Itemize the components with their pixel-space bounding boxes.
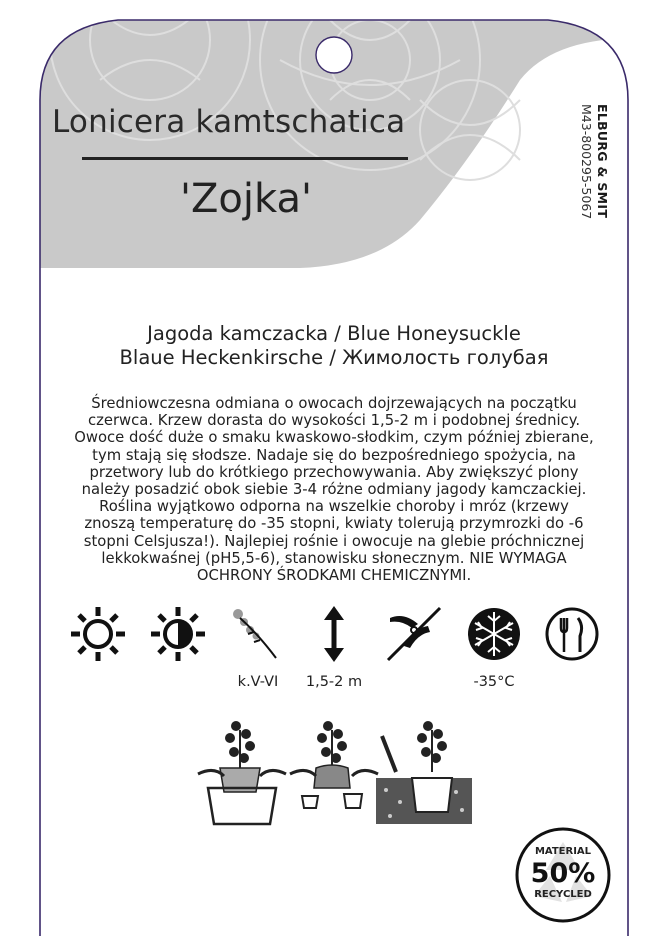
hardiness-label: -35°C <box>473 674 515 690</box>
no-pruning-icon <box>384 604 444 664</box>
height-label: 1,5-2 m <box>305 674 363 690</box>
frost-hardy-icon <box>464 604 524 664</box>
description-line: przetwory lub do krótkiego przechowywania. Aby zwiększyć plony <box>89 463 579 481</box>
flowering-time-icon <box>228 604 288 664</box>
title-divider <box>82 157 408 160</box>
brand-block <box>579 104 612 244</box>
planting-step-1-icon <box>194 712 290 830</box>
description-line: Średniowczesna odmiana o owocach dojrzewających na początku <box>91 395 577 412</box>
planting-step-2-icon <box>286 712 382 830</box>
cultivar-name: 'Zojka' <box>180 176 312 222</box>
description-line: Owoce dość duże o smaku kwaskowo-słodkim, czym później zbierane, <box>74 429 594 447</box>
product-code: M43-800295-5067 <box>579 104 594 220</box>
flowering-time-label: k.V-VI <box>237 674 279 690</box>
description-line: tym stają się słodsze. Nadaje się do bezpośredniego spożycia, na <box>92 446 576 464</box>
recycled-badge <box>514 826 612 924</box>
badge-percent: 50% <box>530 858 596 889</box>
edible-fruit-icon <box>542 604 602 664</box>
common-names <box>60 322 608 370</box>
description <box>70 395 598 584</box>
description-line: stopni Celsjusza!). Najlepiej rośnie i owocuje na glebie próchnicznej <box>83 532 585 550</box>
description-line: lekkokwaśnej (pH5,5-6), stanowisku słonecznym. NIE WYMAGA <box>101 549 567 567</box>
description-line: znoszą temperaturę do -35 stopni, kwiaty tolerują przymrozki do -6 <box>84 515 584 533</box>
partial-sun-icon <box>148 604 208 664</box>
height-icon <box>304 604 364 664</box>
common-names-line-1: Jagoda kamczacka / Blue Honeysuckle <box>147 322 521 345</box>
badge-recycled-label: RECYCLED <box>534 889 592 900</box>
full-sun-icon <box>68 604 128 664</box>
description-line: należy posadzić obok siebie 3-4 różne odmiany jagody kamczackiej. <box>81 481 587 499</box>
planting-step-3-icon <box>376 712 472 830</box>
description-line: OCHRONY ŚRODKAMI CHEMICZNYMI. <box>196 567 472 585</box>
description-line: czerwca. Krzew dorasta do wysokości 1,5-2 m i podobnej średnicy. <box>87 412 581 430</box>
hang-hole <box>316 37 352 73</box>
latin-name: Lonicera kamtschatica <box>52 104 406 140</box>
common-names-line-2: Blaue Heckenkirsche / Жимолость голубая <box>119 346 549 369</box>
badge-material-label: MATERIAL <box>534 846 592 857</box>
description-line: Roślina wyjątkowo odporna na wszelkie choroby i mróz (krzewy <box>99 498 569 516</box>
brand-name: ELBURG & SMIT <box>595 104 610 219</box>
